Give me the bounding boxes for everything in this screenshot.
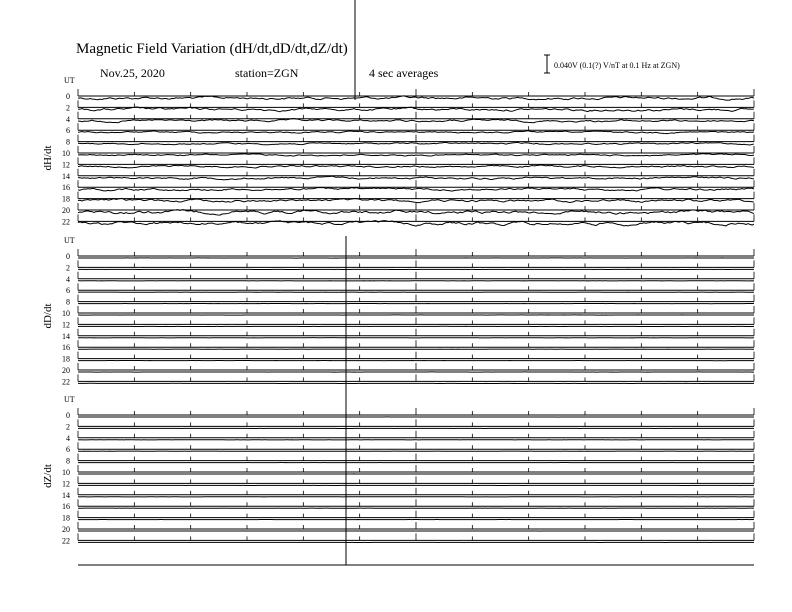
row-label-20: 20 <box>62 206 70 215</box>
panels <box>42 76 754 545</box>
row-label-10: 10 <box>62 468 70 477</box>
scale-bar <box>544 55 680 73</box>
row-label-20: 20 <box>62 366 70 375</box>
row-label-2: 2 <box>66 422 70 432</box>
scale-label: 0.040V (0.1(?) V/nT at 0.1 Hz at ZGN) <box>554 61 680 70</box>
row-label-22: 22 <box>62 217 70 227</box>
panel-dZ-dt <box>42 395 754 545</box>
row-label-4: 4 <box>66 433 70 443</box>
row-label-4: 4 <box>66 114 70 124</box>
ut-label: UT <box>64 236 75 245</box>
row-label-8: 8 <box>66 456 70 466</box>
row-label-0: 0 <box>66 411 70 420</box>
trace-dH-dt-8 <box>78 142 754 145</box>
trace-dH-dt-10 <box>78 154 754 156</box>
panel-ylabel: dD/dt <box>42 303 54 329</box>
row-label-10: 10 <box>62 309 70 318</box>
row-label-8: 8 <box>66 137 70 147</box>
row-label-14: 14 <box>62 490 70 500</box>
averaging-label: 4 sec averages <box>369 66 439 80</box>
row-label-18: 18 <box>62 194 70 204</box>
trace-dH-dt-6 <box>78 131 754 134</box>
row-label-14: 14 <box>62 171 70 181</box>
ut-label: UT <box>64 76 75 85</box>
ut-label: UT <box>64 395 75 404</box>
row-label-20: 20 <box>62 525 70 534</box>
station-label: station=ZGN <box>235 66 299 80</box>
row-label-22: 22 <box>62 377 70 387</box>
row-label-0: 0 <box>66 252 70 261</box>
row-label-18: 18 <box>62 354 70 364</box>
row-label-6: 6 <box>66 126 70 136</box>
row-label-8: 8 <box>66 297 70 307</box>
row-label-10: 10 <box>62 149 70 158</box>
trace-dH-dt-14 <box>78 176 754 180</box>
row-label-4: 4 <box>66 274 70 284</box>
row-label-0: 0 <box>66 92 70 101</box>
row-label-22: 22 <box>62 536 70 546</box>
row-label-16: 16 <box>62 343 70 353</box>
panel-ylabel: dH/dt <box>42 145 54 171</box>
row-label-2: 2 <box>66 103 70 113</box>
row-label-12: 12 <box>62 320 70 330</box>
row-label-16: 16 <box>62 183 70 193</box>
row-label-6: 6 <box>66 445 70 455</box>
row-label-16: 16 <box>62 502 70 512</box>
chart-title: Magnetic Field Variation (dH/dt,dD/dt,dZ/dt) <box>76 41 348 57</box>
row-label-12: 12 <box>62 160 70 170</box>
panel-ylabel: dZ/dt <box>42 464 54 488</box>
panel-dD-dt <box>42 236 754 386</box>
row-label-14: 14 <box>62 331 70 341</box>
date-label: Nov.25, 2020 <box>100 66 165 80</box>
trace-dH-dt-12 <box>78 165 754 168</box>
row-label-12: 12 <box>62 479 70 489</box>
row-label-2: 2 <box>66 263 70 273</box>
panel-dH-dt <box>42 76 754 226</box>
row-label-6: 6 <box>66 286 70 296</box>
row-label-18: 18 <box>62 513 70 523</box>
trace-dH-dt-16 <box>78 188 754 192</box>
